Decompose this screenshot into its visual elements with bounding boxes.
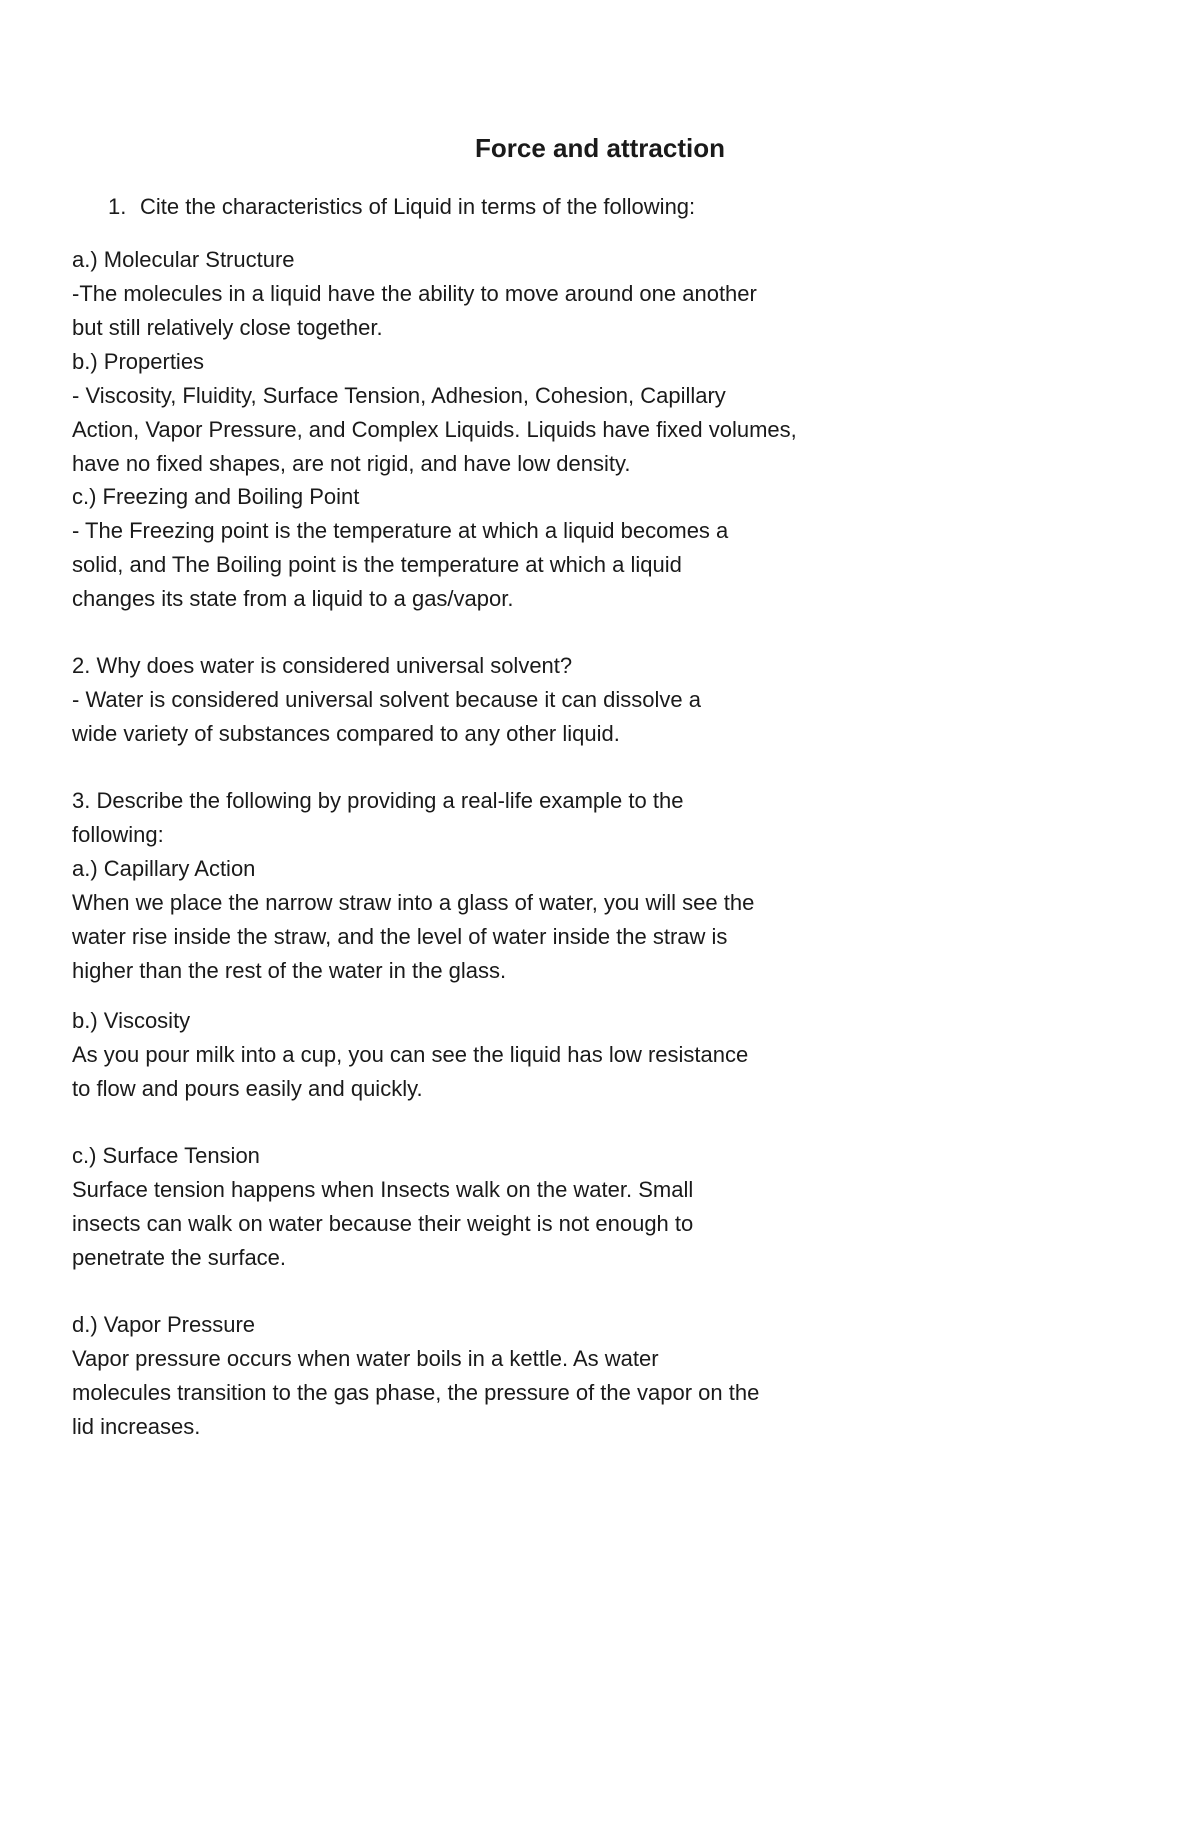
- q1-b-label: b.) Properties: [72, 349, 205, 374]
- q1-c-line: solid, and The Boiling point is the temperature at which a liquid: [72, 552, 682, 577]
- q1-number: 1.: [108, 194, 127, 219]
- q3-a-line: When we place the narrow straw into a glass of water, you will see the: [72, 890, 755, 915]
- q2-answer-line: wide variety of substances compared to any other liquid.: [72, 721, 620, 746]
- q3-question-line: following:: [72, 822, 164, 847]
- q3-d-label: d.) Vapor Pressure: [72, 1312, 256, 1337]
- q3-c-line: insects can walk on water because their weight is not enough to: [72, 1211, 694, 1236]
- q3-a-label: a.) Capillary Action: [72, 856, 256, 881]
- q3-c-line: penetrate the surface.: [72, 1245, 287, 1270]
- q3-c-label: c.) Surface Tension: [72, 1143, 260, 1168]
- document-title: Force and attraction: [475, 133, 725, 163]
- q1-a-line: -The molecules in a liquid have the ability to move around one another: [72, 281, 757, 306]
- q3-b-line: to flow and pours easily and quickly.: [72, 1076, 423, 1101]
- q3-d-line: molecules transition to the gas phase, the pressure of the vapor on the: [72, 1380, 760, 1405]
- q3-a-line: water rise inside the straw, and the level of water inside the straw is: [72, 924, 728, 949]
- q3-b-label: b.) Viscosity: [72, 1008, 191, 1033]
- q1-prompt-text: Cite the characteristics of Liquid in terms of the following:: [140, 194, 696, 219]
- q3-d-line: lid increases.: [72, 1414, 201, 1439]
- q1-b-line: have no fixed shapes, are not rigid, and have low density.: [72, 451, 631, 476]
- q3-a-line: higher than the rest of the water in the glass.: [72, 958, 507, 983]
- q1-prompt: [108, 192, 695, 222]
- q1-c-label: c.) Freezing and Boiling Point: [72, 484, 360, 509]
- q1-c-line: - The Freezing point is the temperature at which a liquid becomes a: [72, 518, 729, 543]
- q3-question-line: 3. Describe the following by providing a real-life example to the: [72, 788, 684, 813]
- q3-b-line: As you pour milk into a cup, you can see the liquid has low resistance: [72, 1042, 749, 1067]
- q2-answer-line: - Water is considered universal solvent because it can dissolve a: [72, 687, 701, 712]
- q3-d-line: Vapor pressure occurs when water boils in a kettle. As water: [72, 1346, 659, 1371]
- q3-c-line: Surface tension happens when Insects walk on the water. Small: [72, 1177, 694, 1202]
- q1-b-line: Action, Vapor Pressure, and Complex Liquids. Liquids have fixed volumes,: [72, 417, 797, 442]
- q1-c-line: changes its state from a liquid to a gas/vapor.: [72, 586, 514, 611]
- q1-b-line: - Viscosity, Fluidity, Surface Tension, Adhesion, Cohesion, Capillary: [72, 383, 726, 408]
- q2-question: 2. Why does water is considered universal solvent?: [72, 653, 573, 678]
- q1-a-label: a.) Molecular Structure: [72, 247, 295, 272]
- q1-a-line: but still relatively close together.: [72, 315, 383, 340]
